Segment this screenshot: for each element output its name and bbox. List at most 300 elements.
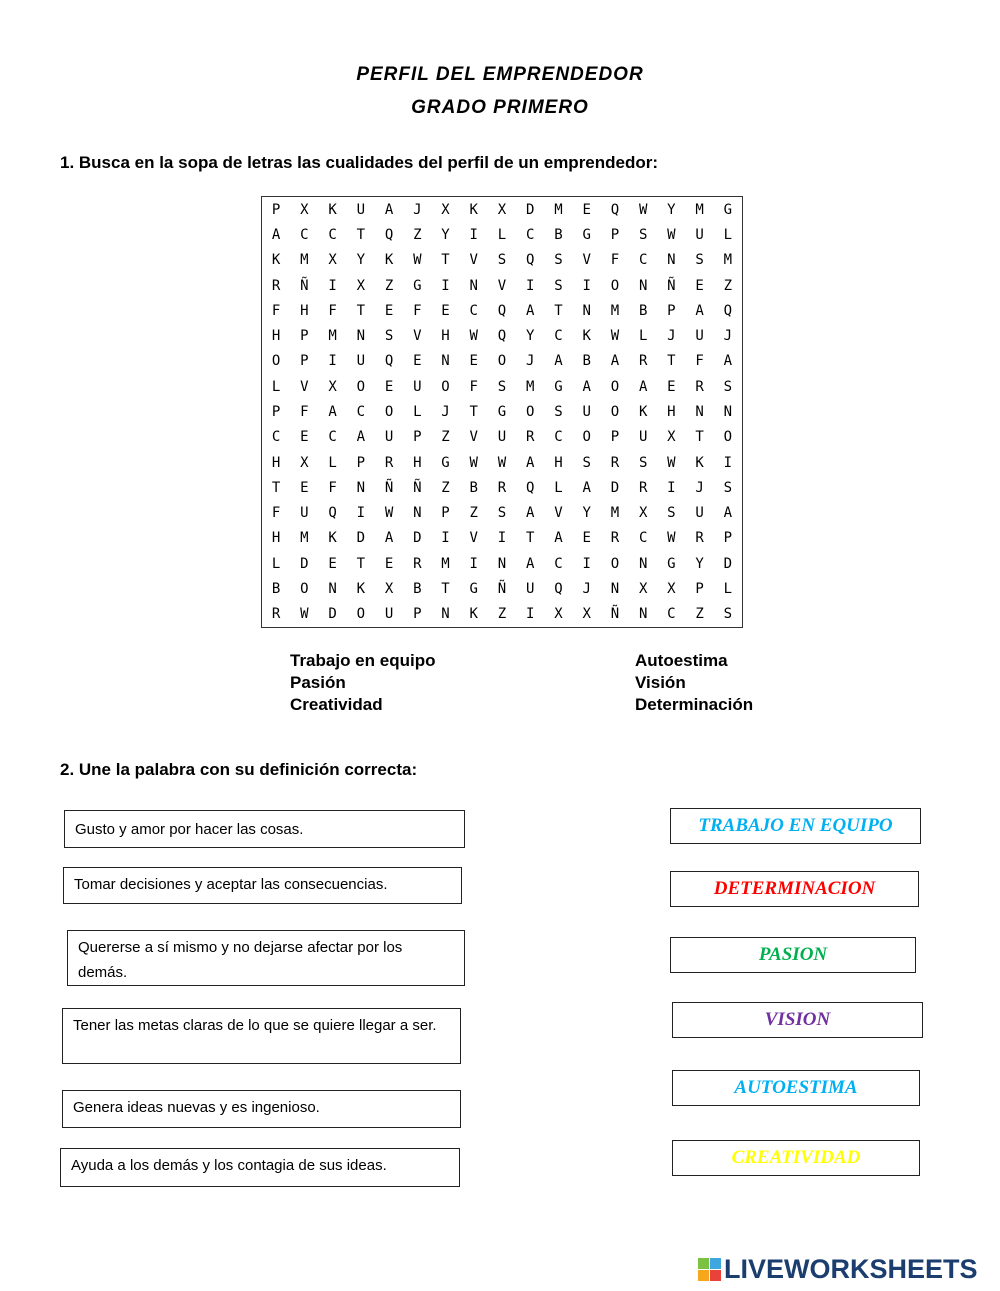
term-box[interactable]: CREATIVIDAD xyxy=(672,1140,920,1176)
grid-letter[interactable]: T xyxy=(441,252,450,269)
grid-letter[interactable]: V xyxy=(300,378,309,395)
grid-letter[interactable]: P xyxy=(271,201,281,218)
grid-letter[interactable]: Ñ xyxy=(610,606,620,623)
grid-letter[interactable]: F xyxy=(328,479,337,496)
grid-letter[interactable]: E xyxy=(300,479,309,496)
grid-letter[interactable]: X xyxy=(638,581,648,598)
grid-letter[interactable]: A xyxy=(356,429,366,446)
grid-letter[interactable]: Q xyxy=(384,226,394,243)
grid-letter[interactable]: R xyxy=(695,530,704,547)
grid-letter[interactable]: K xyxy=(582,328,591,345)
grid-letter[interactable]: M xyxy=(300,530,309,547)
grid-letter[interactable]: M xyxy=(695,201,704,218)
definition-box[interactable]: Tomar decisiones y aceptar las consecuencias. xyxy=(63,867,462,904)
grid-letter[interactable]: L xyxy=(328,454,337,471)
grid-letter[interactable]: A xyxy=(384,530,394,547)
grid-letter[interactable]: A xyxy=(723,505,733,522)
grid-letter[interactable]: T xyxy=(667,353,676,370)
grid-letter[interactable]: F xyxy=(271,505,281,522)
grid-letter[interactable]: S xyxy=(667,505,676,522)
grid-letter[interactable]: K xyxy=(356,581,366,598)
grid-letter[interactable]: V xyxy=(497,277,507,294)
grid-letter[interactable]: O xyxy=(384,403,394,420)
grid-letter[interactable]: X xyxy=(328,252,337,269)
grid-letter[interactable]: S xyxy=(638,454,648,471)
grid-letter[interactable]: Z xyxy=(695,606,704,623)
grid-letter[interactable]: K xyxy=(328,201,337,218)
term-box[interactable]: DETERMINACION xyxy=(670,871,919,907)
grid-letter[interactable]: F xyxy=(610,252,620,269)
grid-letter[interactable]: R xyxy=(271,606,281,623)
grid-letter[interactable]: X xyxy=(441,201,450,218)
grid-letter[interactable]: S xyxy=(554,252,563,269)
grid-letter[interactable]: J xyxy=(441,403,450,420)
grid-letter[interactable]: A xyxy=(526,302,535,319)
grid-letter[interactable]: K xyxy=(384,252,394,269)
grid-letter[interactable]: I xyxy=(328,353,337,370)
grid-letter[interactable]: T xyxy=(469,403,478,420)
grid-letter[interactable]: R xyxy=(384,454,394,471)
grid-letter[interactable]: T xyxy=(356,302,366,319)
grid-letter[interactable]: K xyxy=(469,606,478,623)
grid-letter[interactable]: P xyxy=(300,328,309,345)
grid-letter[interactable]: X xyxy=(582,606,591,623)
grid-letter[interactable]: L xyxy=(554,479,563,496)
grid-letter[interactable]: C xyxy=(271,429,281,446)
grid-letter[interactable]: Q xyxy=(554,581,563,598)
grid-letter[interactable]: R xyxy=(638,353,648,370)
grid-letter[interactable]: A xyxy=(638,378,648,395)
grid-letter[interactable]: V xyxy=(469,252,478,269)
grid-letter[interactable]: L xyxy=(497,226,507,243)
grid-letter[interactable]: D xyxy=(356,530,366,547)
grid-letter[interactable]: Z xyxy=(469,505,478,522)
grid-letter[interactable]: E xyxy=(441,302,450,319)
grid-letter[interactable]: N xyxy=(638,277,648,294)
grid-letter[interactable]: D xyxy=(526,201,535,218)
grid-letter[interactable]: T xyxy=(356,226,366,243)
grid-letter[interactable]: S xyxy=(554,277,563,294)
grid-letter[interactable]: G xyxy=(667,555,676,572)
grid-letter[interactable]: Y xyxy=(667,201,676,218)
grid-letter[interactable]: S xyxy=(497,505,507,522)
grid-letter[interactable]: Q xyxy=(328,505,337,522)
grid-letter[interactable]: L xyxy=(271,378,281,395)
grid-letter[interactable]: T xyxy=(554,302,563,319)
grid-letter[interactable]: N xyxy=(497,555,507,572)
grid-letter[interactable]: Y xyxy=(441,226,450,243)
grid-letter[interactable]: V xyxy=(582,252,591,269)
grid-letter[interactable]: L xyxy=(413,403,422,420)
grid-letter[interactable]: A xyxy=(582,378,591,395)
grid-letter[interactable]: T xyxy=(526,530,535,547)
grid-letter[interactable]: P xyxy=(610,429,620,446)
grid-letter[interactable]: U xyxy=(582,403,591,420)
grid-letter[interactable]: T xyxy=(695,429,704,446)
grid-letter[interactable]: M xyxy=(554,201,563,218)
grid-letter[interactable]: H xyxy=(413,454,422,471)
grid-letter[interactable]: E xyxy=(300,429,309,446)
definition-box[interactable]: Gusto y amor por hacer las cosas. xyxy=(64,810,465,848)
grid-letter[interactable]: I xyxy=(497,530,507,547)
grid-letter[interactable]: S xyxy=(497,378,507,395)
grid-letter[interactable]: X xyxy=(638,505,648,522)
grid-letter[interactable]: O xyxy=(356,606,366,623)
grid-letter[interactable]: O xyxy=(356,378,366,395)
grid-letter[interactable]: C xyxy=(356,403,366,420)
grid-letter[interactable]: C xyxy=(300,226,309,243)
grid-letter[interactable]: R xyxy=(610,530,620,547)
definition-box[interactable]: Genera ideas nuevas y es ingenioso. xyxy=(62,1090,461,1128)
grid-letter[interactable]: V xyxy=(554,505,563,522)
grid-letter[interactable]: T xyxy=(356,555,366,572)
grid-letter[interactable]: Z xyxy=(497,606,507,623)
grid-letter[interactable]: C xyxy=(469,302,478,319)
grid-letter[interactable]: R xyxy=(526,429,535,446)
grid-letter[interactable]: G xyxy=(469,581,478,598)
grid-letter[interactable]: U xyxy=(695,226,704,243)
grid-letter[interactable]: W xyxy=(384,505,394,522)
grid-letter[interactable]: U xyxy=(356,353,366,370)
grid-letter[interactable]: U xyxy=(638,429,648,446)
grid-letter[interactable]: N xyxy=(638,606,648,623)
definition-box[interactable]: Quererse a sí mismo y no dejarse afectar por los demás. xyxy=(67,930,465,986)
grid-letter[interactable]: I xyxy=(723,454,733,471)
grid-letter[interactable]: K xyxy=(328,530,337,547)
grid-letter[interactable]: W xyxy=(667,226,676,243)
grid-letter[interactable]: O xyxy=(723,429,733,446)
grid-letter[interactable]: N xyxy=(723,403,733,420)
grid-letter[interactable]: M xyxy=(300,252,309,269)
grid-letter[interactable]: R xyxy=(610,454,620,471)
grid-letter[interactable]: W xyxy=(667,454,676,471)
grid-letter[interactable]: L xyxy=(723,581,733,598)
grid-letter[interactable]: F xyxy=(271,302,281,319)
grid-letter[interactable]: N xyxy=(441,353,450,370)
grid-letter[interactable]: F xyxy=(695,353,704,370)
grid-letter[interactable]: S xyxy=(723,479,733,496)
grid-letter[interactable]: P xyxy=(441,505,450,522)
grid-letter[interactable]: I xyxy=(469,555,478,572)
grid-letter[interactable]: C xyxy=(554,328,563,345)
grid-letter[interactable]: J xyxy=(723,328,733,345)
grid-letter[interactable]: H xyxy=(667,403,676,420)
grid-letter[interactable]: G xyxy=(723,201,733,218)
grid-letter[interactable]: X xyxy=(497,201,507,218)
grid-letter[interactable]: Ñ xyxy=(300,277,309,294)
grid-letter[interactable]: M xyxy=(441,555,450,572)
grid-letter[interactable]: I xyxy=(526,606,535,623)
grid-letter[interactable]: Y xyxy=(695,555,704,572)
grid-letter[interactable]: I xyxy=(441,530,450,547)
grid-letter[interactable]: A xyxy=(328,403,337,420)
grid-letter[interactable]: R xyxy=(695,378,704,395)
grid-letter[interactable]: B xyxy=(271,581,281,598)
grid-letter[interactable]: A xyxy=(554,353,563,370)
grid-letter[interactable]: Q xyxy=(497,328,507,345)
grid-letter[interactable]: I xyxy=(667,479,676,496)
grid-letter[interactable]: O xyxy=(300,581,309,598)
grid-letter[interactable]: I xyxy=(582,277,591,294)
grid-letter[interactable]: E xyxy=(695,277,704,294)
grid-letter[interactable]: E xyxy=(384,302,394,319)
grid-letter[interactable]: X xyxy=(384,581,394,598)
grid-letter[interactable]: C xyxy=(638,252,648,269)
grid-letter[interactable]: W xyxy=(469,454,478,471)
grid-letter[interactable]: Q xyxy=(384,353,394,370)
grid-letter[interactable]: M xyxy=(723,252,733,269)
grid-letter[interactable]: F xyxy=(469,378,478,395)
grid-letter[interactable]: Ñ xyxy=(384,479,394,496)
grid-letter[interactable]: H xyxy=(441,328,450,345)
grid-letter[interactable]: A xyxy=(582,479,591,496)
grid-letter[interactable]: C xyxy=(328,226,337,243)
grid-letter[interactable]: Y xyxy=(526,328,535,345)
grid-letter[interactable]: I xyxy=(441,277,450,294)
grid-letter[interactable]: E xyxy=(582,530,591,547)
grid-letter[interactable]: A xyxy=(610,353,620,370)
grid-letter[interactable]: N xyxy=(441,606,450,623)
grid-letter[interactable]: X xyxy=(328,378,337,395)
grid-letter[interactable]: U xyxy=(497,429,507,446)
term-box[interactable]: TRABAJO EN EQUIPO xyxy=(670,808,921,844)
grid-letter[interactable]: H xyxy=(271,454,281,471)
grid-letter[interactable]: N xyxy=(469,277,478,294)
grid-letter[interactable]: Ñ xyxy=(667,277,676,294)
grid-letter[interactable]: H xyxy=(300,302,309,319)
term-box[interactable]: PASION xyxy=(670,937,916,973)
grid-letter[interactable]: A xyxy=(526,555,535,572)
grid-letter[interactable]: H xyxy=(271,530,281,547)
grid-letter[interactable]: Z xyxy=(723,277,733,294)
grid-letter[interactable]: P xyxy=(356,454,366,471)
grid-letter[interactable]: S xyxy=(554,403,563,420)
grid-letter[interactable]: B xyxy=(413,581,422,598)
grid-letter[interactable]: O xyxy=(582,429,591,446)
grid-letter[interactable]: L xyxy=(638,328,648,345)
grid-letter[interactable]: X xyxy=(300,201,309,218)
grid-letter[interactable]: J xyxy=(413,201,422,218)
grid-letter[interactable]: K xyxy=(271,252,281,269)
grid-letter[interactable]: F xyxy=(328,302,337,319)
grid-letter[interactable]: R xyxy=(497,479,507,496)
grid-letter[interactable]: J xyxy=(667,328,676,345)
grid-letter[interactable]: A xyxy=(554,530,563,547)
grid-letter[interactable]: I xyxy=(526,277,535,294)
grid-letter[interactable]: Y xyxy=(582,505,591,522)
grid-letter[interactable]: A xyxy=(271,226,281,243)
grid-letter[interactable]: D xyxy=(723,555,733,572)
grid-letter[interactable]: N xyxy=(610,581,620,598)
grid-letter[interactable]: A xyxy=(695,302,704,319)
grid-letter[interactable]: Y xyxy=(356,252,366,269)
grid-letter[interactable]: U xyxy=(384,429,394,446)
grid-letter[interactable]: K xyxy=(469,201,478,218)
grid-letter[interactable]: O xyxy=(610,555,620,572)
grid-letter[interactable]: V xyxy=(469,530,478,547)
grid-letter[interactable]: N xyxy=(582,302,591,319)
grid-letter[interactable]: W xyxy=(413,252,422,269)
grid-letter[interactable]: U xyxy=(413,378,422,395)
grid-letter[interactable]: E xyxy=(667,378,676,395)
grid-letter[interactable]: G xyxy=(554,378,563,395)
grid-letter[interactable]: C xyxy=(667,606,676,623)
grid-letter[interactable]: V xyxy=(413,328,422,345)
grid-letter[interactable]: Q xyxy=(610,201,620,218)
grid-letter[interactable]: U xyxy=(695,505,704,522)
grid-letter[interactable]: N xyxy=(356,328,366,345)
grid-letter[interactable]: P xyxy=(413,606,422,623)
grid-letter[interactable]: P xyxy=(667,302,676,319)
grid-letter[interactable]: H xyxy=(554,454,563,471)
grid-letter[interactable]: K xyxy=(638,403,648,420)
grid-letter[interactable]: P xyxy=(610,226,620,243)
grid-letter[interactable]: L xyxy=(271,555,281,572)
definition-box[interactable]: Tener las metas claras de lo que se quiere llegar a ser. xyxy=(62,1008,461,1064)
grid-letter[interactable]: R xyxy=(271,277,281,294)
grid-letter[interactable]: A xyxy=(723,353,733,370)
grid-letter[interactable]: G xyxy=(413,277,422,294)
grid-letter[interactable]: K xyxy=(695,454,704,471)
word-search-grid[interactable] xyxy=(261,196,743,628)
grid-letter[interactable]: Ñ xyxy=(413,479,422,496)
grid-letter[interactable]: N xyxy=(413,505,422,522)
grid-letter[interactable]: S xyxy=(638,226,648,243)
grid-letter[interactable]: P xyxy=(300,353,309,370)
grid-letter[interactable]: Q xyxy=(526,252,535,269)
grid-letter[interactable]: Z xyxy=(441,429,450,446)
grid-letter[interactable]: C xyxy=(638,530,648,547)
grid-letter[interactable]: I xyxy=(469,226,478,243)
grid-letter[interactable]: B xyxy=(582,353,591,370)
grid-letter[interactable]: S xyxy=(582,454,591,471)
grid-letter[interactable]: B xyxy=(554,226,563,243)
grid-letter[interactable]: M xyxy=(328,328,337,345)
grid-letter[interactable]: L xyxy=(723,226,733,243)
grid-letter[interactable]: W xyxy=(610,328,620,345)
grid-letter[interactable]: C xyxy=(554,555,563,572)
grid-letter[interactable]: P xyxy=(723,530,733,547)
grid-letter[interactable]: U xyxy=(300,505,309,522)
grid-letter[interactable]: O xyxy=(497,353,507,370)
grid-letter[interactable]: W xyxy=(469,328,478,345)
grid-letter[interactable]: O xyxy=(526,403,535,420)
grid-letter[interactable]: S xyxy=(723,606,733,623)
grid-letter[interactable]: Q xyxy=(497,302,507,319)
grid-letter[interactable]: X xyxy=(554,606,563,623)
grid-letter[interactable]: T xyxy=(441,581,450,598)
grid-letter[interactable]: B xyxy=(469,479,478,496)
grid-letter[interactable]: O xyxy=(610,378,620,395)
grid-letter[interactable]: E xyxy=(413,353,422,370)
grid-letter[interactable]: X xyxy=(667,581,676,598)
grid-letter[interactable]: E xyxy=(384,555,394,572)
grid-letter[interactable]: C xyxy=(554,429,563,446)
grid-letter[interactable]: Z xyxy=(441,479,450,496)
grid-letter[interactable]: A xyxy=(384,201,394,218)
grid-letter[interactable]: O xyxy=(610,403,620,420)
grid-letter[interactable]: F xyxy=(300,403,309,420)
grid-letter[interactable]: U xyxy=(356,201,366,218)
grid-letter[interactable]: N xyxy=(328,581,337,598)
grid-letter[interactable]: J xyxy=(695,479,704,496)
grid-letter[interactable]: M xyxy=(610,505,620,522)
grid-letter[interactable]: D xyxy=(328,606,337,623)
grid-letter[interactable]: I xyxy=(356,505,366,522)
grid-letter[interactable]: G xyxy=(497,403,507,420)
grid-letter[interactable]: V xyxy=(469,429,478,446)
grid-letter[interactable]: U xyxy=(384,606,394,623)
grid-letter[interactable]: S xyxy=(695,252,704,269)
grid-letter[interactable]: W xyxy=(497,454,507,471)
grid-letter[interactable]: M xyxy=(610,302,620,319)
grid-letter[interactable]: D xyxy=(413,530,422,547)
grid-letter[interactable]: A xyxy=(526,505,535,522)
grid-letter[interactable]: S xyxy=(384,328,394,345)
grid-letter[interactable]: W xyxy=(667,530,676,547)
grid-letter[interactable]: R xyxy=(638,479,648,496)
grid-letter[interactable]: G xyxy=(582,226,591,243)
grid-letter[interactable]: P xyxy=(695,581,704,598)
grid-letter[interactable]: J xyxy=(526,353,535,370)
grid-letter[interactable]: I xyxy=(582,555,591,572)
grid-letter[interactable]: P xyxy=(413,429,422,446)
grid-letter[interactable]: S xyxy=(723,378,733,395)
grid-letter[interactable]: Q xyxy=(526,479,535,496)
term-box[interactable]: VISION xyxy=(672,1002,923,1038)
grid-letter[interactable]: Z xyxy=(384,277,394,294)
grid-letter[interactable]: E xyxy=(469,353,478,370)
grid-letter[interactable]: U xyxy=(695,328,704,345)
grid-letter[interactable]: C xyxy=(328,429,337,446)
grid-letter[interactable]: F xyxy=(413,302,422,319)
grid-letter[interactable]: E xyxy=(384,378,394,395)
grid-letter[interactable]: D xyxy=(610,479,620,496)
grid-letter[interactable]: Z xyxy=(413,226,422,243)
grid-letter[interactable]: N xyxy=(638,555,648,572)
grid-letter[interactable]: E xyxy=(328,555,337,572)
grid-letter[interactable]: N xyxy=(356,479,366,496)
definition-box[interactable]: Ayuda a los demás y los contagia de sus ideas. xyxy=(60,1148,460,1187)
grid-letter[interactable]: X xyxy=(356,277,366,294)
grid-letter[interactable]: W xyxy=(300,606,309,623)
grid-letter[interactable]: X xyxy=(667,429,676,446)
grid-letter[interactable]: Ñ xyxy=(497,581,507,598)
grid-letter[interactable]: H xyxy=(271,328,281,345)
grid-letter[interactable]: G xyxy=(441,454,450,471)
grid-letter[interactable]: N xyxy=(667,252,676,269)
grid-letter[interactable]: Q xyxy=(723,302,733,319)
grid-letter[interactable]: U xyxy=(526,581,535,598)
grid-letter[interactable]: S xyxy=(497,252,507,269)
grid-letter[interactable]: X xyxy=(300,454,309,471)
grid-letter[interactable]: O xyxy=(441,378,450,395)
grid-letter[interactable]: E xyxy=(582,201,591,218)
grid-letter[interactable]: J xyxy=(582,581,591,598)
grid-letter[interactable]: M xyxy=(526,378,535,395)
grid-letter[interactable]: A xyxy=(526,454,535,471)
grid-letter[interactable]: I xyxy=(328,277,337,294)
grid-letter[interactable]: P xyxy=(271,403,281,420)
grid-letter[interactable]: C xyxy=(526,226,535,243)
grid-letter[interactable]: D xyxy=(300,555,309,572)
grid-letter[interactable]: R xyxy=(413,555,422,572)
term-box[interactable]: AUTOESTIMA xyxy=(672,1070,920,1106)
grid-letter[interactable]: O xyxy=(610,277,620,294)
grid-letter[interactable]: B xyxy=(638,302,648,319)
grid-letter[interactable]: O xyxy=(271,353,281,370)
grid-letter[interactable]: T xyxy=(271,479,281,496)
